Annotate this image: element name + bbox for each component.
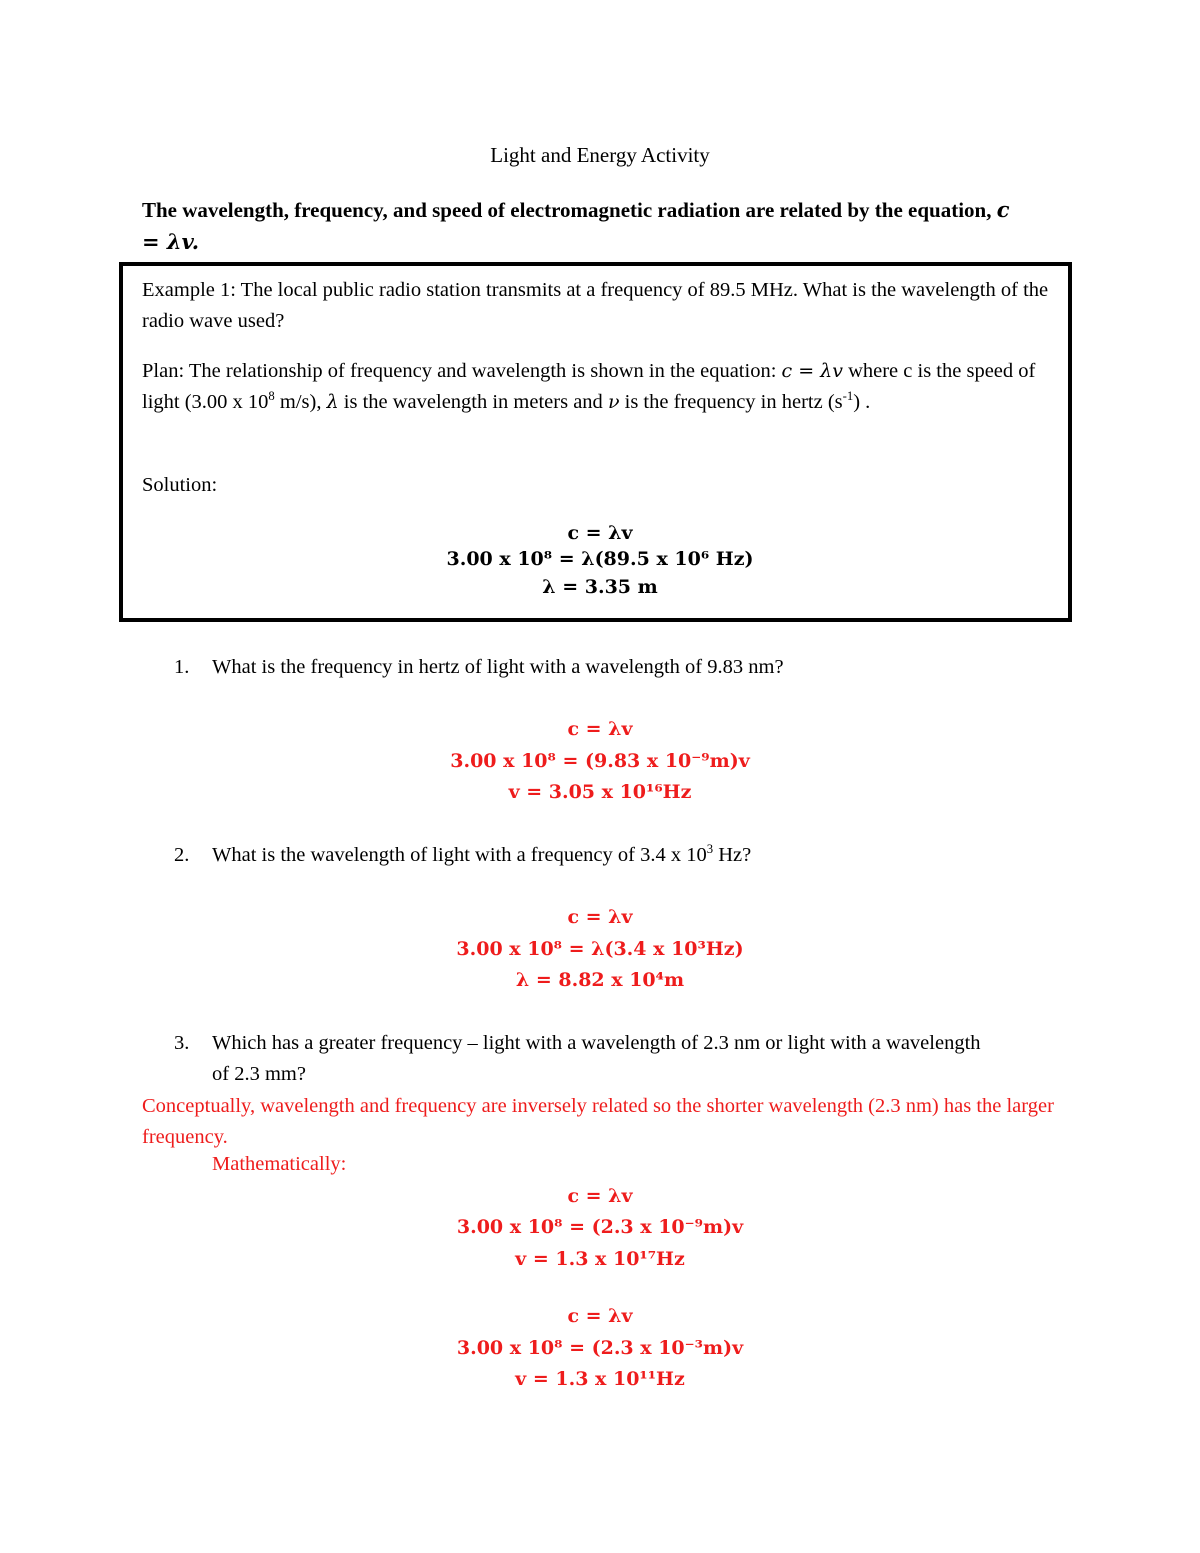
conceptual-answer: Conceptually, wavelength and frequency are inversely related so the shorter wavelength (2.3 nm) has the larger frequency. [142,1095,1054,1148]
question-text-a: What is the wavelength of light with a frequency of 3.4 x 10 [212,844,707,866]
answer-line: c = λv [567,1185,633,1207]
plan-text-e: is the frequency in hertz (s [619,391,843,413]
plan-text-f: ) . [853,391,871,413]
answer-line: 3.00 x 10⁸ = (9.83 x 10⁻⁹m)v [450,750,750,772]
plan-text-b: where c is the speed of light (3.00 x 10 [142,360,1036,413]
mathematically-label: Mathematically: [212,1153,347,1175]
plan-nu: ν [607,391,620,413]
answer-line: 3.00 x 10⁸ = (2.3 x 10⁻⁹m)v [456,1216,744,1238]
plan-text-d: is the wavelength in meters and [338,391,608,413]
example-plan [142,356,1052,418]
plan-s-exponent: -1 [842,389,854,404]
answer-line: v = 1.3 x 10¹⁷Hz [515,1248,685,1270]
answer-line: v = 1.3 x 10¹¹Hz [515,1368,685,1390]
answer-line: 3.00 x 10⁸ = λ(3.4 x 10³Hz) [456,938,744,960]
question-number: 1. [174,656,190,678]
answer-line: v = 3.05 x 10¹⁶Hz [508,781,692,803]
example-equation-line: λ = 3.35 m [542,576,658,598]
answer-line: c = λv [567,906,633,928]
intro-statement [142,194,1022,258]
question-number: 2. [174,844,190,866]
question-3 [174,1028,1002,1090]
question-exponent: 3 [706,842,714,857]
example-equation-line: c = λv [567,522,633,544]
answer-line: λ = 8.82 x 10⁴m [515,969,685,991]
example-problem: Example 1: The local public radio station transmits at a frequency of 89.5 MHz. What is the wavelength of the radio wave used? [142,279,1049,332]
answer-line: c = λv [567,1305,633,1327]
question-text: What is the frequency in hertz of light with a wavelength of 9.83 nm? [212,656,784,678]
question-number: 3. [174,1032,190,1054]
solution-label: Solution: [142,474,218,496]
page-title: Light and Energy Activity [490,143,710,167]
question-text: Which has a greater frequency – light with a wavelength of 2.3 nm or light with a wavelength of 2.3 mm? [212,1032,981,1085]
intro-equation: c = λv. [142,197,1010,254]
question-text-b: Hz? [713,844,752,866]
question-1 [174,652,1012,683]
plan-text-a: Plan: The relationship of frequency and wavelength is shown in the equation: [142,360,782,382]
answer-line: 3.00 x 10⁸ = (2.3 x 10⁻³m)v [456,1337,744,1359]
answer-line: c = λv [567,718,633,740]
plan-exponent: 8 [268,389,275,404]
plan-text-c: m/s), [274,391,327,413]
plan-lambda: λ [326,391,339,413]
example-equation-line: 3.00 x 10⁸ = λ(89.5 x 10⁶ Hz) [446,548,754,570]
plan-equation: c = λv [781,360,843,382]
question-2 [174,840,1012,871]
intro-text: The wavelength, frequency, and speed of electromagnetic radiation are related by the equation, [142,198,997,222]
